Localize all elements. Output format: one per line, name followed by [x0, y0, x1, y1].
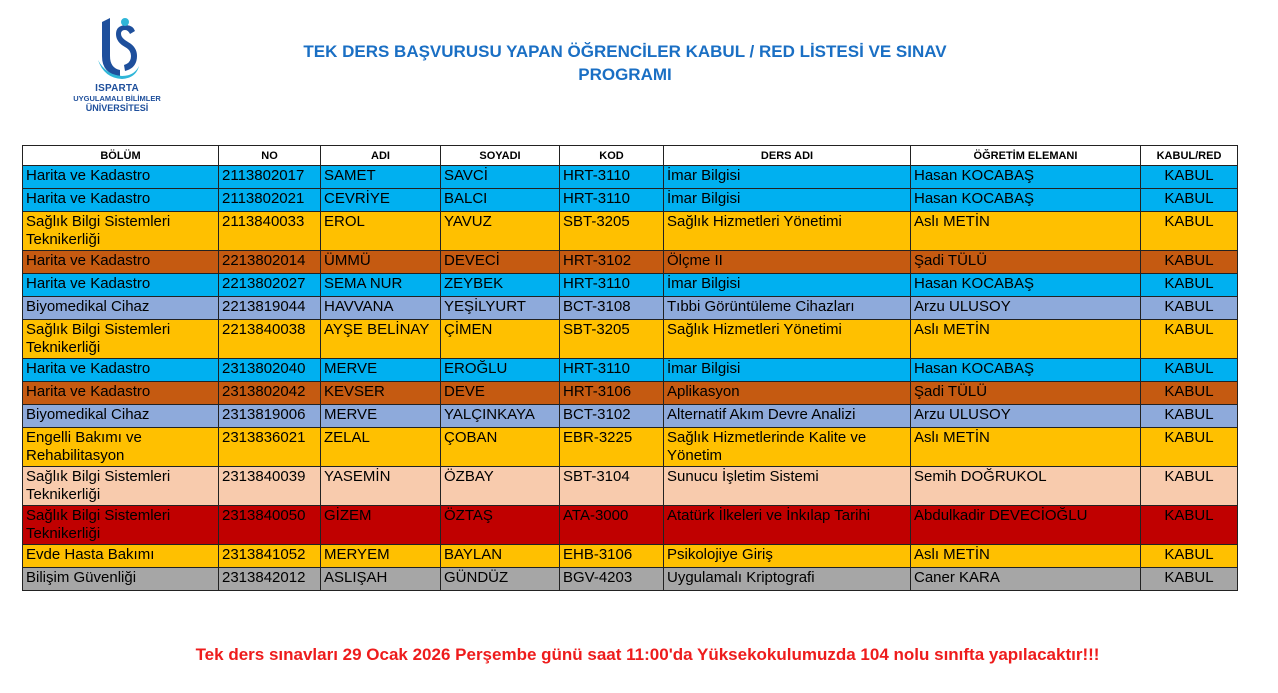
cell-adi: ZELAL	[321, 428, 441, 467]
cell-kabul-red: KABUL	[1141, 382, 1238, 405]
logo-line-2: UYGULAMALI BİLİMLER	[73, 94, 161, 103]
cell-no: 2213819044	[219, 297, 321, 320]
cell-ogretim-elemani: Hasan KOCABAŞ	[911, 189, 1141, 212]
cell-soyadi: YALÇINKAYA	[441, 405, 560, 428]
table-row	[23, 506, 1238, 545]
cell-ders-adi: Alternatif Akım Devre Analizi	[664, 405, 911, 428]
cell-no: 2313819006	[219, 405, 321, 428]
university-logo	[52, 16, 182, 128]
cell-ogretim-elemani: Abdulkadir DEVECİOĞLU	[911, 506, 1141, 545]
cell-adi: GİZEM	[321, 506, 441, 545]
cell-adi: AYŞE BELİNAY	[321, 320, 441, 359]
table-row	[23, 297, 1238, 320]
table-row	[23, 382, 1238, 405]
cell-ders-adi: Aplikasyon	[664, 382, 911, 405]
cell-kabul-red: KABUL	[1141, 297, 1238, 320]
table-row	[23, 467, 1238, 506]
cell-kod: SBT-3104	[560, 467, 664, 506]
cell-ders-adi: Tıbbi Görüntüleme Cihazları	[664, 297, 911, 320]
cell-kabul-red: KABUL	[1141, 568, 1238, 591]
cell-kabul-red: KABUL	[1141, 545, 1238, 568]
cell-ders-adi: İmar Bilgisi	[664, 359, 911, 382]
cell-ders-adi: Sağlık Hizmetleri Yönetimi	[664, 320, 911, 359]
cell-no: 2213802027	[219, 274, 321, 297]
cell-ders-adi: Atatürk İlkeleri ve İnkılap Tarihi	[664, 506, 911, 545]
table-row	[23, 251, 1238, 274]
table-row	[23, 274, 1238, 297]
table-header-row	[23, 146, 1238, 166]
logo-line-1: ISPARTA	[95, 83, 139, 94]
cell-no: 2113802021	[219, 189, 321, 212]
cell-kod: HRT-3110	[560, 359, 664, 382]
cell-ogretim-elemani: Aslı METİN	[911, 545, 1141, 568]
cell-ogretim-elemani: Aslı METİN	[911, 320, 1141, 359]
cell-soyadi: DEVE	[441, 382, 560, 405]
cell-kabul-red: KABUL	[1141, 189, 1238, 212]
cell-soyadi: YEŞİLYURT	[441, 297, 560, 320]
cell-soyadi: YAVUZ	[441, 212, 560, 251]
cell-bolum: Sağlık Bilgi Sistemleri Teknikerliği	[23, 467, 219, 506]
cell-adi: EROL	[321, 212, 441, 251]
cell-adi: MERVE	[321, 405, 441, 428]
cell-no: 2313840039	[219, 467, 321, 506]
cell-no: 2313842012	[219, 568, 321, 591]
cell-adi: SAMET	[321, 166, 441, 189]
cell-no: 2113840033	[219, 212, 321, 251]
cell-soyadi: ÖZTAŞ	[441, 506, 560, 545]
cell-ogretim-elemani: Hasan KOCABAŞ	[911, 359, 1141, 382]
cell-kod: HRT-3102	[560, 251, 664, 274]
cell-ogretim-elemani: Hasan KOCABAŞ	[911, 274, 1141, 297]
cell-kabul-red: KABUL	[1141, 467, 1238, 506]
cell-adi: ASLIŞAH	[321, 568, 441, 591]
header-bolum: BÖLÜM	[23, 146, 219, 166]
table-row	[23, 545, 1238, 568]
cell-bolum: Sağlık Bilgi Sistemleri Teknikerliği	[23, 212, 219, 251]
cell-adi: HAVVANA	[321, 297, 441, 320]
cell-kod: HRT-3106	[560, 382, 664, 405]
cell-adi: SEMA NUR	[321, 274, 441, 297]
cell-adi: CEVRİYE	[321, 189, 441, 212]
cell-kabul-red: KABUL	[1141, 506, 1238, 545]
cell-kabul-red: KABUL	[1141, 212, 1238, 251]
header-soyadi: SOYADI	[441, 146, 560, 166]
cell-ogretim-elemani: Şadi TÜLÜ	[911, 251, 1141, 274]
cell-ogretim-elemani: Şadi TÜLÜ	[911, 382, 1141, 405]
cell-ogretim-elemani: Hasan KOCABAŞ	[911, 166, 1141, 189]
table-row	[23, 428, 1238, 467]
cell-no: 2313802042	[219, 382, 321, 405]
cell-soyadi: GÜNDÜZ	[441, 568, 560, 591]
cell-bolum: Harita ve Kadastro	[23, 189, 219, 212]
cell-no: 2113802017	[219, 166, 321, 189]
title-line-2: PROGRAMI	[578, 65, 672, 84]
cell-kabul-red: KABUL	[1141, 251, 1238, 274]
cell-kod: SBT-3205	[560, 320, 664, 359]
header-adi: ADI	[321, 146, 441, 166]
cell-kod: ATA-3000	[560, 506, 664, 545]
cell-ogretim-elemani: Arzu ULUSOY	[911, 405, 1141, 428]
table-row	[23, 568, 1238, 591]
cell-ders-adi: Psikolojiye Giriş	[664, 545, 911, 568]
cell-soyadi: BALCI	[441, 189, 560, 212]
cell-bolum: Harita ve Kadastro	[23, 251, 219, 274]
cell-ogretim-elemani: Aslı METİN	[911, 428, 1141, 467]
cell-no: 2313836021	[219, 428, 321, 467]
cell-ogretim-elemani: Aslı METİN	[911, 212, 1141, 251]
cell-ders-adi: Sağlık Hizmetleri Yönetimi	[664, 212, 911, 251]
logo-line-3: ÜNİVERSİTESİ	[85, 103, 149, 113]
page-title	[290, 40, 960, 86]
cell-soyadi: BAYLAN	[441, 545, 560, 568]
cell-kod: EBR-3225	[560, 428, 664, 467]
cell-adi: MERVE	[321, 359, 441, 382]
cell-kod: HRT-3110	[560, 166, 664, 189]
cell-ders-adi: İmar Bilgisi	[664, 274, 911, 297]
table-row	[23, 212, 1238, 251]
cell-ders-adi: Sunucu İşletim Sistemi	[664, 467, 911, 506]
cell-kabul-red: KABUL	[1141, 428, 1238, 467]
table-row	[23, 189, 1238, 212]
cell-soyadi: ÇİMEN	[441, 320, 560, 359]
cell-bolum: Harita ve Kadastro	[23, 382, 219, 405]
cell-soyadi: SAVCİ	[441, 166, 560, 189]
header-ogretim-elemani: ÖĞRETİM ELEMANI	[911, 146, 1141, 166]
cell-bolum: Bilişim Güvenliği	[23, 568, 219, 591]
cell-kabul-red: KABUL	[1141, 320, 1238, 359]
header-kod: KOD	[560, 146, 664, 166]
header-no: NO	[219, 146, 321, 166]
isubu-emblem-icon	[92, 16, 142, 82]
cell-kod: BCT-3102	[560, 405, 664, 428]
cell-ders-adi: Uygulamalı Kriptografi	[664, 568, 911, 591]
cell-ders-adi: Sağlık Hizmetlerinde Kalite ve Yönetim	[664, 428, 911, 467]
cell-bolum: Evde Hasta Bakımı	[23, 545, 219, 568]
exam-notice: Tek ders sınavları 29 Ocak 2026 Perşembe günü saat 11:00'da Yüksekokulumuzda 104 nolu sınıfta yapılacaktır!!!	[195, 645, 1100, 664]
cell-soyadi: ZEYBEK	[441, 274, 560, 297]
cell-no: 2213802014	[219, 251, 321, 274]
cell-kabul-red: KABUL	[1141, 166, 1238, 189]
table-row	[23, 166, 1238, 189]
cell-adi: MERYEM	[321, 545, 441, 568]
cell-no: 2313802040	[219, 359, 321, 382]
cell-bolum: Biyomedikal Cihaz	[23, 405, 219, 428]
table-row	[23, 320, 1238, 359]
applicants-table	[22, 145, 1238, 591]
header-ders-adi: DERS ADI	[664, 146, 911, 166]
cell-bolum: Engelli Bakımı ve Rehabilitasyon	[23, 428, 219, 467]
cell-soyadi: ÖZBAY	[441, 467, 560, 506]
cell-ogretim-elemani: Arzu ULUSOY	[911, 297, 1141, 320]
cell-soyadi: DEVECİ	[441, 251, 560, 274]
cell-kod: BGV-4203	[560, 568, 664, 591]
cell-bolum: Sağlık Bilgi Sistemleri Teknikerliği	[23, 506, 219, 545]
cell-kod: BCT-3108	[560, 297, 664, 320]
cell-no: 2213840038	[219, 320, 321, 359]
cell-adi: ÜMMÜ	[321, 251, 441, 274]
cell-kod: SBT-3205	[560, 212, 664, 251]
cell-ogretim-elemani: Caner KARA	[911, 568, 1141, 591]
table-row	[23, 405, 1238, 428]
cell-bolum: Harita ve Kadastro	[23, 274, 219, 297]
header-kabul-red: KABUL/RED	[1141, 146, 1238, 166]
title-line-1: TEK DERS BAŞVURUSU YAPAN ÖĞRENCİLER KABUL / RED LİSTESİ VE SINAV	[303, 42, 947, 61]
cell-ogretim-elemani: Semih DOĞRUKOL	[911, 467, 1141, 506]
cell-adi: YASEMİN	[321, 467, 441, 506]
cell-kod: EHB-3106	[560, 545, 664, 568]
cell-kabul-red: KABUL	[1141, 359, 1238, 382]
cell-kod: HRT-3110	[560, 189, 664, 212]
cell-bolum: Sağlık Bilgi Sistemleri Teknikerliği	[23, 320, 219, 359]
cell-ders-adi: Ölçme II	[664, 251, 911, 274]
cell-soyadi: ÇOBAN	[441, 428, 560, 467]
cell-no: 2313841052	[219, 545, 321, 568]
cell-kabul-red: KABUL	[1141, 274, 1238, 297]
table-row	[23, 359, 1238, 382]
cell-kabul-red: KABUL	[1141, 405, 1238, 428]
cell-ders-adi: İmar Bilgisi	[664, 166, 911, 189]
cell-bolum: Harita ve Kadastro	[23, 359, 219, 382]
cell-soyadi: EROĞLU	[441, 359, 560, 382]
cell-no: 2313840050	[219, 506, 321, 545]
cell-bolum: Harita ve Kadastro	[23, 166, 219, 189]
cell-kod: HRT-3110	[560, 274, 664, 297]
cell-ders-adi: İmar Bilgisi	[664, 189, 911, 212]
cell-bolum: Biyomedikal Cihaz	[23, 297, 219, 320]
cell-adi: KEVSER	[321, 382, 441, 405]
